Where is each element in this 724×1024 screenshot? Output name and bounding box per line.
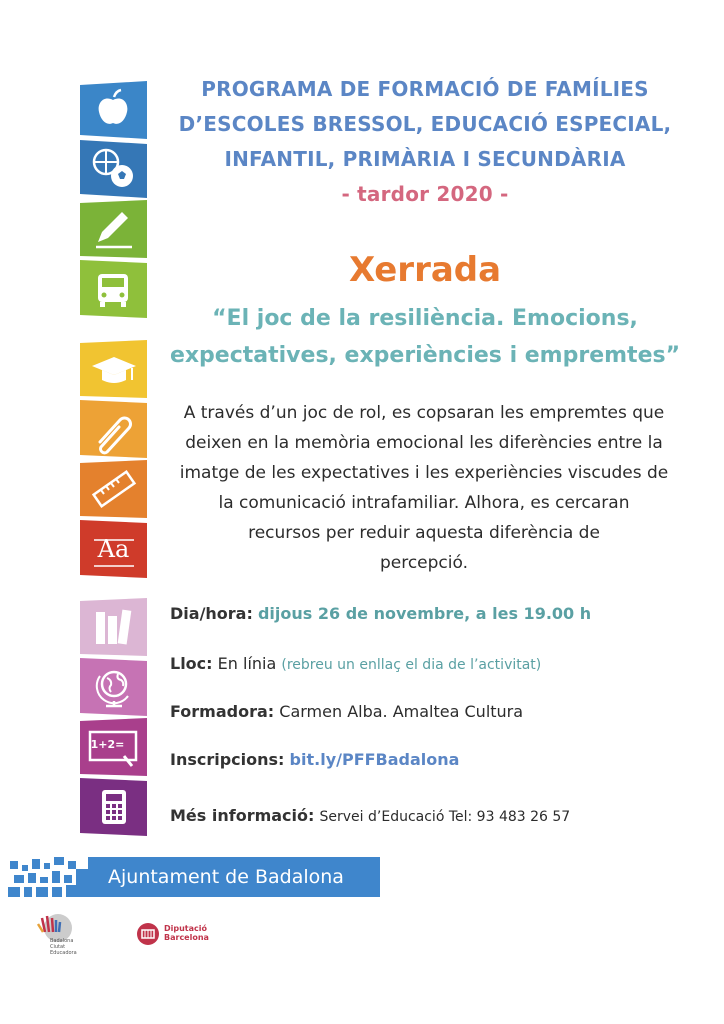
place-value: En línia [217,654,277,673]
calculator-icon [80,778,147,836]
trainer-value: Carmen Alba. Amaltea Cultura [279,702,524,721]
apple-icon [80,81,147,139]
city-council-banner [8,857,380,897]
trainer-label: Formadora: [170,702,275,721]
tile-blackboard [80,718,147,776]
logo2-line-2: Barcelona [164,933,209,942]
ruler-icon [80,460,147,518]
tile-bus [80,260,147,318]
graduation-cap-icon [80,340,147,398]
program-title [165,72,685,212]
program-title-line-2: D’ESCOLES BRESSOL, EDUCACIÓ ESPECIAL, [178,112,672,136]
seal-icon [136,922,160,946]
description-line-3: imatge de les expectatives i les experiències viscudes de [179,463,669,483]
city-pattern-icon [8,857,88,897]
logo2-caption [164,924,209,942]
balls-icon [80,140,147,198]
bus-icon [80,260,147,318]
info-label: Més informació: [170,806,315,825]
tile-ruler [80,460,147,518]
logo2-line-1: Diputació [164,924,208,933]
logo1-line-2: Ciutat Educadora [50,944,77,956]
season-label: - tardor 2020 - [341,182,509,206]
program-title-line-3: INFANTIL, PRIMÀRIA I SECUNDÀRIA [224,147,626,171]
blackboard-icon: 1+2= [90,737,125,751]
description-line-6: percepció. [379,553,469,573]
tile-pencil [80,200,147,258]
date-label: Dia/hora: [170,604,253,623]
talk-title-line-2: expectatives, experiències i empremtes” [169,343,681,368]
detail-more-info [170,806,690,825]
info-value: Servei d’Educació Tel: 93 483 26 57 [319,809,571,825]
tile-paperclip [80,400,147,458]
description-line-4: la comunicació intrafamiliar. Alhora, es cercaran [218,493,630,513]
badalona-ciutat-educadora-logo [32,910,92,956]
talk-description [168,398,680,578]
diputacio-barcelona-logo [136,920,226,950]
globe-icon [80,658,147,716]
description-line-5: recursos per reduir aquesta diferència de [248,523,600,543]
talk-title-line-1: “El joc de la resiliència. Emocions, [212,306,638,331]
program-title-line-1: PROGRAMA DE FORMACIÓ DE FAMÍLIES [201,77,649,101]
signup-link[interactable]: bit.ly/PFFBadalona [289,750,460,769]
alphabet-icon: Aa [97,535,130,563]
date-value: dijous 26 de novembre, a les 19.00 h [257,604,592,623]
pencil-icon [80,200,147,258]
tile-graduation-cap [80,340,147,398]
place-note: (rebreu un enllaç el dia de l’activitat) [281,657,542,673]
books-icon [80,598,147,656]
description-line-2: deixen en la memòria emocional les diferències entre la [185,433,663,453]
description-line-1: A través d’un joc de rol, es copsaran les empremtes que [183,403,665,423]
tile-books [80,598,147,656]
detail-date [170,604,690,623]
talk-title [165,300,685,374]
signup-label: Inscripcions: [170,750,285,769]
tile-balls [80,140,147,198]
tile-alphabet [80,520,147,578]
tile-calculator [80,778,147,836]
paperclip-icon [80,400,147,458]
place-label: Lloc: [170,654,213,673]
detail-trainer [170,702,690,721]
detail-place [170,654,690,673]
tile-globe [80,658,147,716]
event-type-heading: Xerrada [348,250,502,290]
icon-tile-column [0,0,160,850]
logo1-line-1: Badalona [50,938,74,944]
detail-signup [170,750,690,769]
tile-apple [80,81,147,139]
logo1-caption [50,938,92,956]
city-council-name: Ajuntament de Badalona [88,857,380,897]
